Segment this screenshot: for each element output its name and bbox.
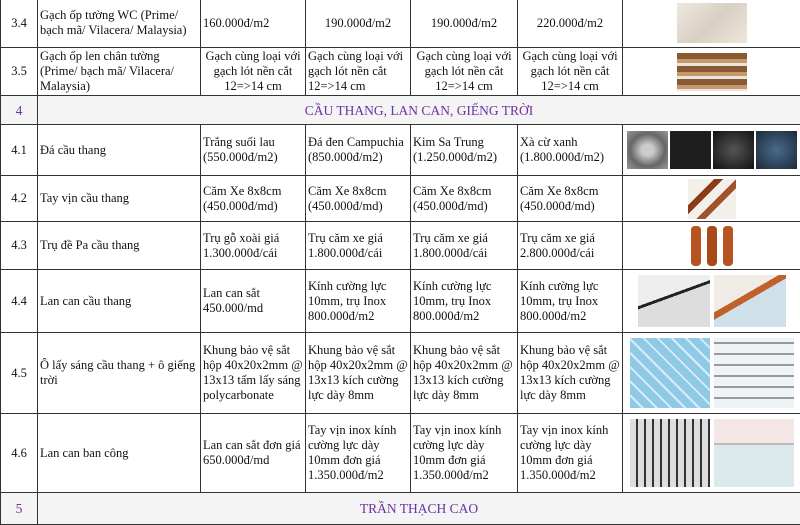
- newel-post-image: [691, 226, 701, 266]
- handrail-image: [688, 179, 736, 219]
- image-cell: [623, 414, 800, 493]
- option-3: Trụ căm xe giá 1.800.000đ/cái: [411, 222, 518, 270]
- option-4: Khung bảo vệ sắt hộp 40x20x2mm @ 13x13 kích cường lực dày 8mm: [518, 333, 623, 414]
- option-1: Trụ gỗ xoài giá 1.300.000đ/cái: [201, 222, 306, 270]
- section-number: 4: [1, 96, 38, 125]
- option-2: Khung bảo vệ sắt hộp 40x20x2mm @ 13x13 kích cường lực dày 8mm: [306, 333, 411, 414]
- stone-image: [713, 131, 754, 169]
- item-name: Gạch ốp tường WC (Prime/ bạch mã/ Vilacera/ Malaysia): [38, 0, 201, 48]
- image-cell: [623, 176, 800, 222]
- skylight-glass-image: [714, 338, 794, 408]
- iron-railing-image: [638, 275, 710, 327]
- item-name: Lan can cầu thang: [38, 270, 201, 333]
- row-number: 4.6: [1, 414, 38, 493]
- row-number: 4.1: [1, 125, 38, 176]
- option-2: Đá đen Campuchia (850.000đ/m2): [306, 125, 411, 176]
- table-row: [1, 333, 800, 414]
- row-number: 4.2: [1, 176, 38, 222]
- skylight-polycarbonate-image: [630, 338, 710, 408]
- iron-balcony-image: [630, 419, 710, 487]
- option-2: Căm Xe 8x8cm (450.000đ/md): [306, 176, 411, 222]
- image-cell: [623, 333, 800, 414]
- table-row: [1, 176, 800, 222]
- section-number: 5: [1, 493, 38, 525]
- item-name: Trụ đề Pa cầu thang: [38, 222, 201, 270]
- item-name: Lan can ban công: [38, 414, 201, 493]
- table-row: [1, 0, 800, 48]
- row-number: 3.5: [1, 48, 38, 96]
- item-name: Đá cầu thang: [38, 125, 201, 176]
- option-4: Tay vịn inox kính cường lực dày 10mm đơn giá 1.350.000đ/m2: [518, 414, 623, 493]
- option-1: Trắng suối lau (550.000đ/m2): [201, 125, 306, 176]
- stone-image: [627, 131, 668, 169]
- item-name: Tay vịn cầu thang: [38, 176, 201, 222]
- option-3: 190.000đ/m2: [411, 0, 518, 48]
- option-4: Trụ căm xe giá 2.800.000đ/cái: [518, 222, 623, 270]
- image-cell: [623, 48, 800, 96]
- newel-post-image: [707, 226, 717, 266]
- image-cell: [623, 270, 800, 333]
- option-3: Tay vịn inox kính cường lực dày 10mm đơn giá 1.350.000đ/m2: [411, 414, 518, 493]
- option-1: 160.000đ/m2: [201, 0, 306, 48]
- option-2: Tay vịn inox kính cường lực dày 10mm đơn giá 1.350.000đ/m2: [306, 414, 411, 493]
- image-cell: [623, 125, 800, 176]
- option-3: Kính cường lực 10mm, trụ Inox 800.000đ/m2: [411, 270, 518, 333]
- option-4: Căm Xe 8x8cm (450.000đ/md): [518, 176, 623, 222]
- table-row: [1, 414, 800, 493]
- table-row: [1, 125, 800, 176]
- option-4: Kính cường lực 10mm, trụ Inox 800.000đ/m2: [518, 270, 623, 333]
- row-number: 4.3: [1, 222, 38, 270]
- option-3: Căm Xe 8x8cm (450.000đ/md): [411, 176, 518, 222]
- row-number: 3.4: [1, 0, 38, 48]
- table-row: [1, 270, 800, 333]
- section-title: TRẦN THẠCH CAO: [38, 493, 800, 525]
- table-row: [1, 48, 800, 96]
- option-2: 190.000đ/m2: [306, 0, 411, 48]
- table-row: [1, 222, 800, 270]
- option-4: 220.000đ/m2: [518, 0, 623, 48]
- section-header-row: [1, 493, 800, 525]
- option-1: Gạch cùng loại với gạch lót nền cắt 12=>14 cm: [201, 48, 306, 96]
- skirting-tile-image: [677, 53, 747, 91]
- option-4: Gạch cùng loại với gạch lót nền cắt 12=>14 cm: [518, 48, 623, 96]
- option-1: Căm Xe 8x8cm (450.000đ/md): [201, 176, 306, 222]
- option-3: Khung bảo vệ sắt hộp 40x20x2mm @ 13x13 kích cường lực dày 8mm: [411, 333, 518, 414]
- newel-post-image: [723, 226, 733, 266]
- option-3: Gạch cùng loại với gạch lót nền cắt 12=>14 cm: [411, 48, 518, 96]
- option-2: Gạch cùng loại với gạch lót nền cắt 12=>14 cm: [306, 48, 411, 96]
- section-header-row: [1, 96, 800, 125]
- option-1: Lan can sắt đơn giá 650.000đ/md: [201, 414, 306, 493]
- glass-balcony-image: [714, 419, 794, 487]
- option-3: Kim Sa Trung (1.250.000đ/m2): [411, 125, 518, 176]
- stone-image: [756, 131, 797, 169]
- option-1: Khung bảo vệ sắt hộp 40x20x2mm @ 13x13 tấm lấy sáng polycarbonate: [201, 333, 306, 414]
- item-name: Gạch ốp len chân tường (Prime/ bạch mã/ Vilacera/ Malaysia): [38, 48, 201, 96]
- glass-railing-image: [714, 275, 786, 327]
- row-number: 4.4: [1, 270, 38, 333]
- image-cell: [623, 0, 800, 48]
- option-4: Xà cừ xanh (1.800.000đ/m2): [518, 125, 623, 176]
- option-1: Lan can sắt 450.000/md: [201, 270, 306, 333]
- image-cell: [623, 222, 800, 270]
- row-number: 4.5: [1, 333, 38, 414]
- item-name: Ô lấy sáng cầu thang + ô giếng trời: [38, 333, 201, 414]
- wall-tile-image: [677, 3, 747, 43]
- option-2: Trụ căm xe giá 1.800.000đ/cái: [306, 222, 411, 270]
- section-title: CẦU THANG, LAN CAN, GIẾNG TRỜI: [38, 96, 800, 125]
- option-2: Kính cường lực 10mm, trụ Inox 800.000đ/m2: [306, 270, 411, 333]
- stone-image: [670, 131, 711, 169]
